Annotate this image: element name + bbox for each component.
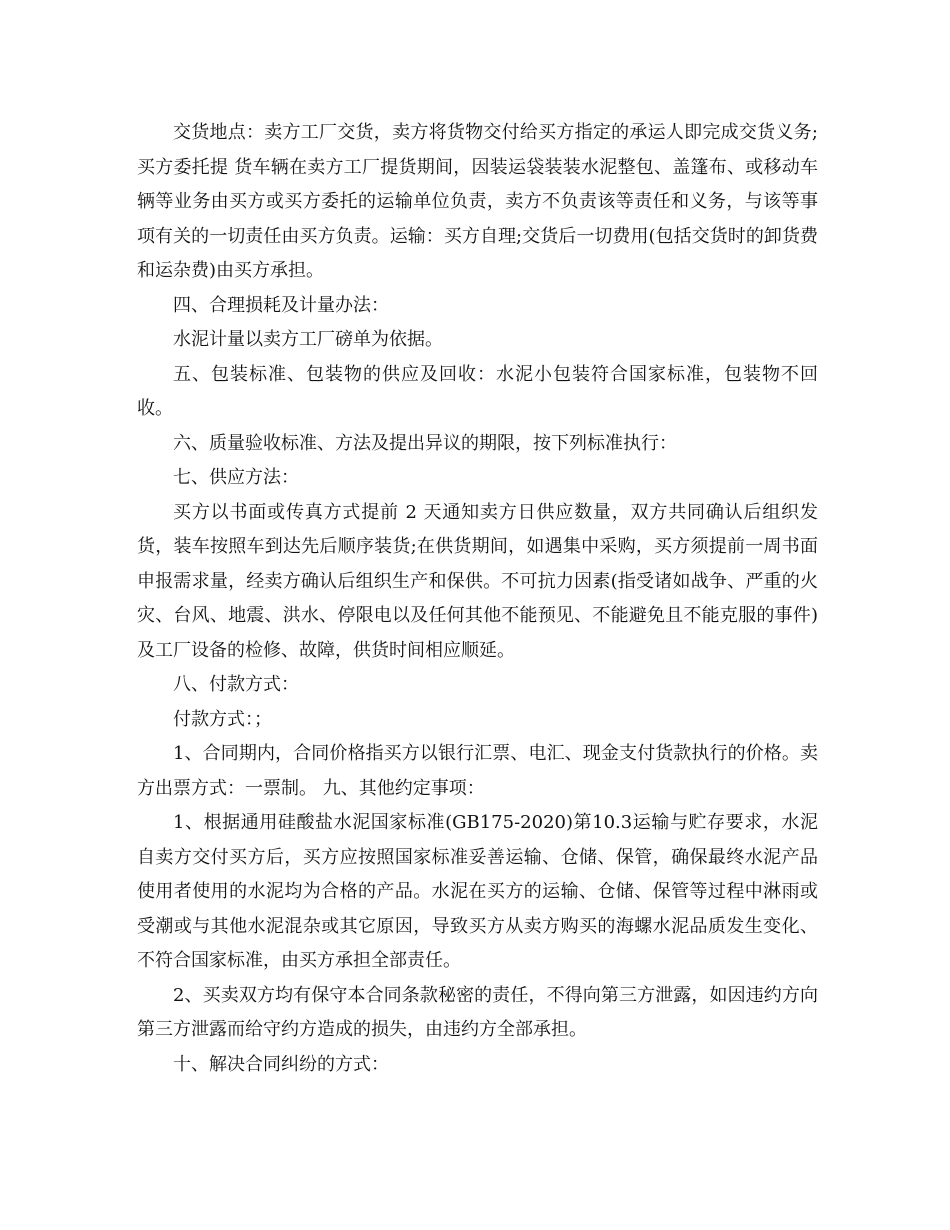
heading-dispute-resolution: 十、解决合同纠纷的方式：: [173, 1053, 389, 1075]
heading-loss-measurement: 四、合理损耗及计量办法：: [173, 294, 389, 316]
document-body: [137, 116, 818, 1082]
paragraph-contract-price: 1、合同期内，合同价格指买方以银行汇票、电汇、现金支付货款执行的价格。卖方出票方式：一票制。 九、其他约定事项：: [137, 743, 818, 799]
paragraph-measurement-basis: 水泥计量以卖方工厂磅单为依据。: [173, 329, 443, 350]
paragraph-packaging: 五、包装标准、包装物的供应及回收：水泥小包装符合国家标准，包装物不回收。: [137, 363, 818, 419]
heading-payment-method: 八、付款方式：: [173, 674, 299, 695]
paragraph-supply-method: 买方以书面或传真方式提前 2 天通知卖方日供应数量，双方共同确认后组织发货，装车按照车到达先后顺序装货;在供货期间，如遇集中采购，买方须提前一周书面申报需求量，经卖方确认后组织生产和保供。不可抗力因素(指受诸如战争、严重的火灾、台风、地震、洪水、停限电以及任何其他不能预见、不能避免且不能克服的事件)及工厂设备的检修、故障，供货时间相应顺延。: [137, 501, 818, 661]
paragraph-payment-method: 付款方式：；: [173, 708, 272, 730]
paragraph-confidentiality: 2、买卖双方均有保守本合同条款秘密的责任，不得向第三方泄露，如因违约方向第三方泄露而给守约方造成的损失，由违约方全部承担。: [137, 984, 818, 1040]
heading-supply-method: 七、供应方法：: [173, 467, 299, 488]
paragraph-storage-requirements: 1、根据通用硅酸盐水泥国家标准(GB175-2020)第10.3运输与贮存要求，水泥自卖方交付买方后，买方应按照国家标准妥善运输、仓储、保管，确保最终水泥产品使用者使用的水泥均为合格的产品。水泥在买方的运输、仓储、保管等过程中淋雨或受潮或与其他水泥混杂或其它原因，导致买方从卖方购买的海螺水泥品质发生变化、不符合国家标准，由买方承担全部责任。: [137, 812, 818, 971]
paragraph-quality-acceptance: 六、质量验收标准、方法及提出异议的期限，按下列标准执行：: [173, 432, 677, 454]
paragraph-delivery-location: 交货地点：卖方工厂交货，卖方将货物交付给买方指定的承运人即完成交货义务;买方委托提 货车辆在卖方工厂提货期间，因装运袋装装水泥整包、盖篷布、或移动车辆等业务由买方或买方委托的运输单位负责，卖方不负责该等责任和义务，与该等事项有关的一切责任由买方负责。运输：买方自理;交货后一切费用(包括交货时的卸货费和运杂费)由买方承担。: [137, 122, 818, 281]
